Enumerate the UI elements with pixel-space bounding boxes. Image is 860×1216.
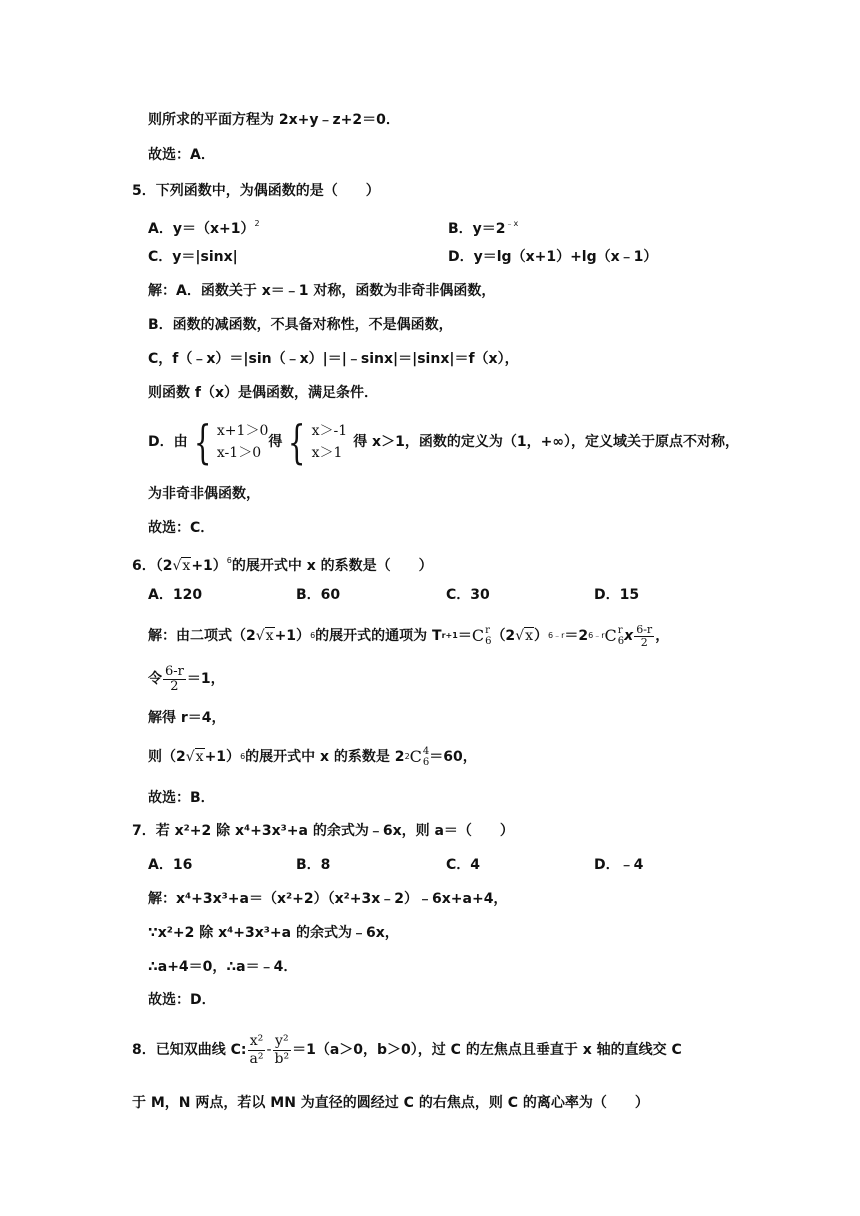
equation-system	[312, 420, 348, 464]
radicand: x	[182, 558, 191, 574]
option-text: A．y＝（x+1）	[148, 221, 255, 237]
equation: x＞-1	[311, 423, 348, 439]
text: +1）	[204, 749, 241, 765]
option-c: C．4	[446, 857, 481, 873]
sqrt: √x	[515, 628, 534, 644]
text: ＝2	[564, 628, 589, 644]
numerator: y²	[275, 1032, 289, 1049]
option-d: D．﹣4	[594, 857, 644, 873]
question-7: 7．若 x²+2 除 x⁴+3x³+a 的余式为﹣6x，则 a＝（ ）	[132, 823, 514, 839]
option-d: D．15	[594, 587, 640, 603]
subscript: r+1	[441, 631, 458, 640]
denominator: 2	[640, 635, 648, 649]
text: ，	[655, 628, 670, 644]
sqrt: √x	[185, 749, 204, 765]
radicand: x	[525, 628, 534, 644]
solution-line: C，f（﹣x）＝|sin（﹣x）|＝|﹣sinx|＝|sinx|＝f（x），	[148, 351, 519, 367]
equation-system	[217, 420, 268, 464]
question-5: 5．下列函数中，为偶函数的是（ ）	[132, 183, 380, 199]
solution-line: 解得 r＝4，	[148, 710, 226, 726]
text: 得	[268, 434, 283, 450]
combination	[605, 619, 625, 653]
equation: x+1＞0	[216, 423, 269, 439]
text-line: 故选：A．	[148, 147, 215, 163]
denominator: 2	[170, 678, 179, 694]
text-line: 则所求的平面方程为 2x+y﹣z+2＝0．	[148, 112, 400, 128]
fraction	[163, 665, 186, 694]
radicand: x	[265, 628, 274, 644]
text: ＝1（a＞0，b＞0），过 C 的左焦点且垂直于 x 轴的直线交 C	[292, 1042, 682, 1058]
comb-symbol: C	[604, 626, 617, 645]
solution-line: ∴a+4＝0，∴a＝﹣4．	[148, 959, 298, 975]
solution-line-system	[148, 415, 739, 469]
superscript: ﹣x	[505, 219, 519, 228]
text: ＝60，	[429, 749, 477, 765]
variable: x	[624, 628, 634, 644]
comb-symbol: C	[471, 626, 485, 645]
option-c: C．30	[446, 587, 490, 603]
text: （2	[491, 628, 516, 644]
superscript: 2	[404, 752, 410, 761]
superscript: 6	[226, 556, 232, 565]
option-b: B．60	[296, 587, 341, 603]
superscript: 6﹣r	[548, 631, 565, 640]
numerator: 6-r	[165, 663, 184, 679]
combination	[472, 619, 492, 653]
text: ＝1，	[186, 671, 225, 687]
option-d: D．y＝lg（x+1）+lg（x﹣1）	[448, 249, 658, 265]
solution-line: 为非奇非偶函数，	[148, 486, 260, 502]
comb-symbol: C	[409, 747, 422, 766]
combination	[410, 740, 430, 774]
solution-line	[148, 619, 669, 653]
text: 的展开式中 x 的系数是（ ）	[231, 558, 433, 574]
question-6	[132, 551, 433, 576]
sqrt: √x	[172, 558, 191, 574]
comb-upper: r	[617, 625, 623, 636]
fraction	[248, 1033, 266, 1068]
text: +1）	[191, 558, 227, 574]
numerator: x²	[249, 1032, 264, 1049]
denominator: b²	[274, 1050, 290, 1067]
option-a	[148, 214, 260, 239]
option-text: B．y＝2	[448, 221, 506, 237]
superscript: 6﹣r	[588, 631, 605, 640]
fraction	[273, 1033, 292, 1068]
equation: x＞1	[311, 445, 343, 461]
text: 得 x＞1，函数的定义为（1，+∞），定义域关于原点不对称，	[353, 434, 739, 450]
text: D．由	[148, 434, 188, 450]
text: 8．已知双曲线 C:	[132, 1042, 247, 1058]
option-c: C．y＝|sinx|	[148, 249, 238, 265]
text: 令	[148, 671, 162, 687]
text: 的展开式中 x 的系数是 2	[245, 749, 405, 765]
question-8-cont: 于 M，N 两点，若以 MN 为直径的圆经过 C 的右焦点，则 C 的离心率为（ ）	[132, 1095, 649, 1111]
text: -	[266, 1042, 272, 1058]
option-b	[448, 214, 518, 239]
solution-line: 故选：C．	[148, 520, 215, 536]
comb-lower: 6	[485, 636, 492, 647]
text: 解：由二项式（2	[148, 628, 256, 644]
equation: x-1＞0	[216, 445, 262, 461]
solution-line: 解：A．函数关于 x＝﹣1 对称，函数为非奇非偶函数，	[148, 283, 496, 299]
text: 则（2	[148, 749, 186, 765]
option-a: A．120	[148, 587, 203, 603]
text: ）	[534, 628, 549, 644]
brace: {	[193, 415, 212, 469]
radicand: x	[195, 749, 204, 765]
solution-line: 故选：D．	[148, 992, 216, 1008]
solution-line: ∵x²+2 除 x⁴+3x³+a 的余式为﹣6x，	[148, 925, 399, 941]
brace: {	[288, 415, 306, 469]
solution-line: 解：x⁴+3x³+a＝（x²+2）（x²+3x﹣2）﹣6x+a+4，	[148, 891, 508, 907]
comb-upper: r	[485, 625, 490, 636]
superscript: 6	[240, 752, 246, 761]
solution-line: B．函数的减函数，不具备对称性，不是偶函数，	[148, 317, 453, 333]
comb-lower: 6	[422, 757, 430, 768]
fraction-exponent	[634, 624, 654, 649]
option-b: B．8	[296, 857, 331, 873]
solution-line	[148, 662, 225, 696]
solution-line	[148, 740, 477, 774]
text: 的展开式的通项为 T	[315, 628, 442, 644]
question-8	[132, 1030, 682, 1070]
sqrt: √x	[255, 628, 274, 644]
text: ＝	[457, 628, 472, 644]
numerator: 6-r	[636, 622, 653, 636]
text: +1）	[274, 628, 311, 644]
solution-line: 则函数 f（x）是偶函数，满足条件．	[148, 385, 378, 401]
denominator: a²	[249, 1050, 264, 1067]
option-a: A．16	[148, 857, 193, 873]
superscript: 6	[310, 631, 316, 640]
solution-line: 故选：B．	[148, 790, 215, 806]
superscript: 2	[254, 219, 260, 228]
text: 6．（2	[132, 558, 173, 574]
comb-lower: 6	[617, 636, 625, 647]
comb-upper: 4	[422, 746, 430, 757]
